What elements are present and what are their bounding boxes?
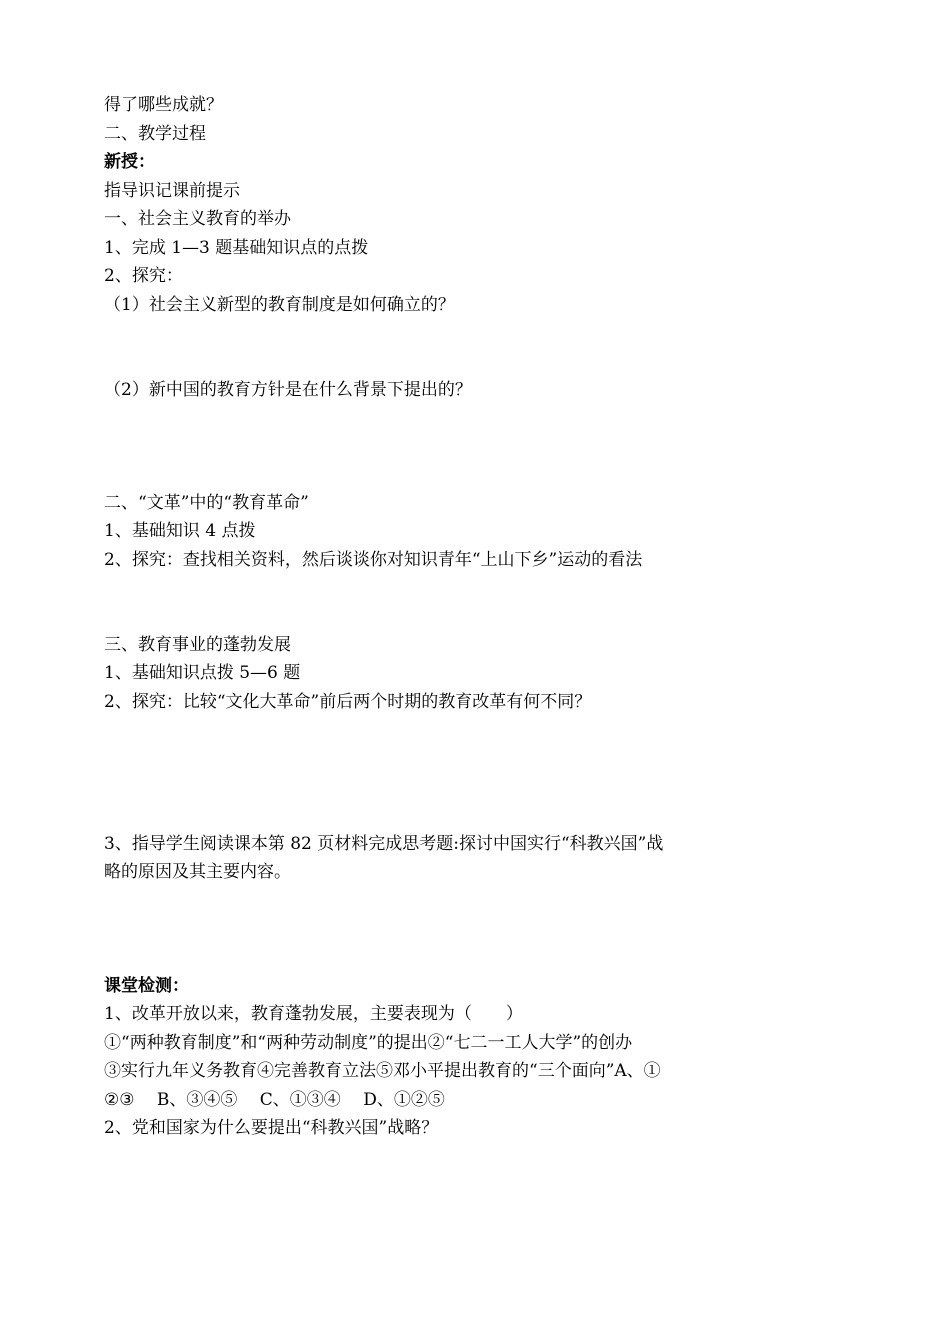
text-line: 1、完成 1—3 题基础知识点的点拨 — [104, 238, 369, 258]
text-line: 2、探究：查找相关资料，然后谈谈你对知识青年“上山下乡”运动的看法 — [104, 550, 643, 570]
quiz-answers: ②③ B、③④⑤ C、①③④ D、①②⑤ — [104, 1090, 445, 1110]
heading-new-lesson: 新授： — [104, 152, 155, 172]
question-line: （1）社会主义新型的教育制度是如何确立的？ — [104, 295, 455, 315]
quiz-question-1: 1、改革开放以来，教育蓬勃发展，主要表现为（ ） — [104, 1004, 523, 1024]
quiz-options: ③实行九年义务教育④完善教育立法⑤邓小平提出教育的“三个面向”A、① — [104, 1061, 661, 1081]
heading-class-check: 课堂检测： — [104, 976, 189, 996]
text-line: 2、探究：比较“文化大革命”前后两个时期的教育改革有何不同？ — [104, 692, 592, 712]
quiz-options: ①“两种教育制度”和“两种劳动制度”的提出②“七二一工人大学”的创办 — [104, 1033, 633, 1053]
section-heading-1: 一、社会主义教育的举办 — [104, 209, 291, 229]
section-heading-teaching-process: 二、教学过程 — [104, 124, 206, 144]
question-line: （2）新中国的教育方针是在什么背景下提出的？ — [104, 380, 472, 400]
text-line: 1、基础知识 4 点拨 — [104, 521, 256, 541]
text-line: 2、探究： — [104, 266, 183, 286]
section-heading-2: 二、“文革”中的“教育革命” — [104, 493, 309, 513]
section-heading-3: 三、教育事业的蓬勃发展 — [104, 635, 291, 655]
text-line: 3、指导学生阅读课本第 82 页材料完成思考题:探讨中国实行“科教兴国”战 — [104, 834, 664, 854]
text-line: 略的原因及其主要内容。 — [104, 862, 291, 882]
quiz-question-2: 2、党和国家为什么要提出“科教兴国”战略？ — [104, 1118, 439, 1138]
text-line-continuation: 得了哪些成就？ — [104, 95, 223, 115]
text-line: 指导识记课前提示 — [104, 181, 240, 201]
text-line: 1、基础知识点拨 5—6 题 — [104, 663, 301, 683]
